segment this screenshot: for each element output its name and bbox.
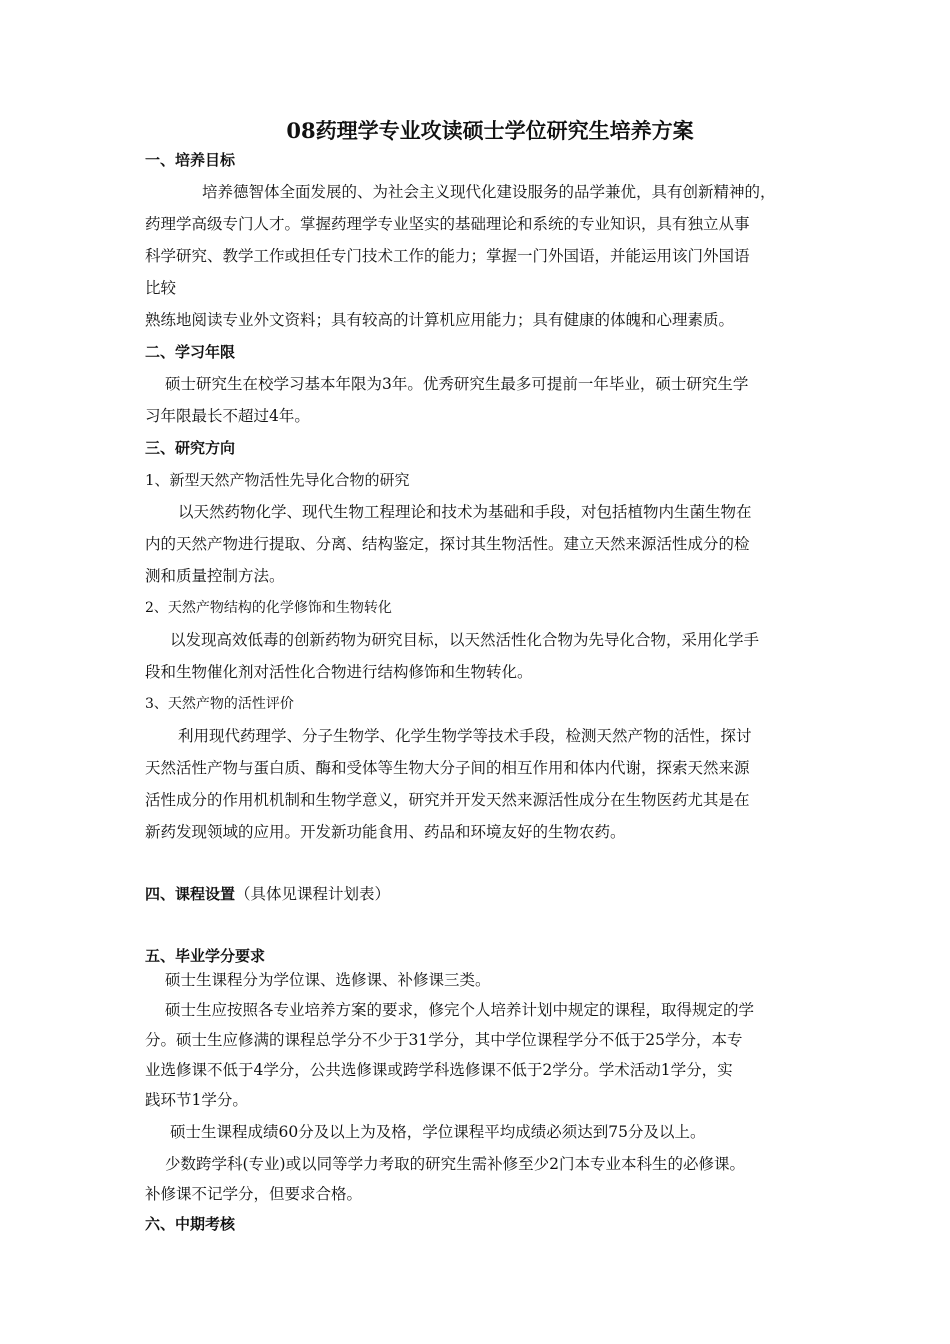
section-heading-curriculum: [145, 882, 825, 906]
paragraph-line: 天然活性产物与蛋白质、酶和受体等生物大分子间的相互作用和体内代谢，探索天然来源: [145, 759, 750, 777]
paragraph-line: 熟练地阅读专业外文资料；具有较高的计算机应用能力；具有健康的体魄和心理素质。: [145, 311, 735, 329]
paragraph-line: 习年限最长不超过4年。: [145, 407, 310, 425]
section-heading-research-directions: 三、研究方向: [145, 439, 236, 457]
paragraph-line: 硕士生课程分为学位课、选修课、补修课三类。: [165, 971, 491, 989]
research-direction-title-1: 1、新型天然产物活性先导化合物的研究: [145, 471, 410, 489]
paragraph-line: 药理学高级专门人才。掌握药理学专业坚实的基础理论和系统的专业知识，具有独立从事: [145, 215, 750, 233]
paragraph-line: 补修课不记学分，但要求合格。: [145, 1185, 363, 1203]
paragraph-line: 以天然药物化学、现代生物工程理论和技术为基础和手段，对包括植物内生菌生物在: [178, 503, 752, 521]
section-heading-curriculum-label: 四、课程设置: [145, 885, 236, 903]
paragraph-line: 培养德智体全面发展的、为社会主义现代化建设服务的品学兼优，具有创新精神的，: [202, 183, 776, 201]
paragraph-line: 分。硕士生应修满的课程总学分不少于31学分，其中学位课程学分不低于25学分，本专: [145, 1031, 743, 1049]
section-heading-training-goals: 一、培养目标: [145, 151, 236, 169]
paragraph-line: 内的天然产物进行提取、分离、结构鉴定，探讨其生物活性。建立天然来源活性成分的检: [145, 535, 750, 553]
research-direction-title-2: 2、天然产物结构的化学修饰和生物转化: [145, 600, 392, 616]
paragraph-line: 段和生物催化剂对活性化合物进行结构修饰和生物转化。: [145, 663, 533, 681]
curriculum-note: （具体见课程计划表）: [235, 885, 391, 903]
paragraph-line: 利用现代药理学、分子生物学、化学生物学等技术手段，检测天然产物的活性，探讨: [178, 727, 752, 745]
paragraph-line: 业选修课不低于4学分，公共选修课或跨学科选修课不低于2学分。学术活动1学分，实: [145, 1061, 733, 1079]
paragraph-line: 比较: [145, 279, 177, 297]
section-heading-credit-requirements: 五、毕业学分要求: [145, 947, 266, 965]
paragraph-line: 新药发现领域的应用。开发新功能食用、药品和环境友好的生物农药。: [145, 823, 626, 841]
paragraph-line: 硕士生应按照各专业培养方案的要求，修完个人培养计划中规定的课程，取得规定的学: [165, 1001, 755, 1019]
paragraph-line: 硕士生课程成绩60分及以上为及格，学位课程平均成绩必须达到75分及以上。: [170, 1123, 706, 1141]
section-heading-midterm-assessment: 六、中期考核: [145, 1215, 236, 1233]
paragraph-line: 活性成分的作用机机制和生物学意义，研究并开发天然来源活性成分在生物医药尤其是在: [145, 791, 750, 809]
paragraph-line: 践环节1学分。: [145, 1091, 248, 1109]
paragraph-line: 测和质量控制方法。: [145, 567, 285, 585]
paragraph-line: 硕士研究生在校学习基本年限为3年。优秀研究生最多可提前一年毕业，硕士研究生学: [165, 375, 749, 393]
document-title: 08药理学专业攻读硕士学位研究生培养方案: [286, 118, 694, 143]
paragraph-line: 以发现高效低毒的创新药物为研究目标，以天然活性化合物为先导化合物，采用化学手: [170, 631, 760, 649]
research-direction-title-3: 3、天然产物的活性评价: [145, 696, 294, 712]
paragraph-line: 科学研究、教学工作或担任专门技术工作的能力；掌握一门外国语，并能运用该门外国语: [145, 247, 750, 265]
paragraph-line: 少数跨学科(专业)或以同等学力考取的研究生需补修至少2门本专业本科生的必修课。: [165, 1155, 745, 1173]
section-heading-study-duration: 二、学习年限: [145, 343, 236, 361]
